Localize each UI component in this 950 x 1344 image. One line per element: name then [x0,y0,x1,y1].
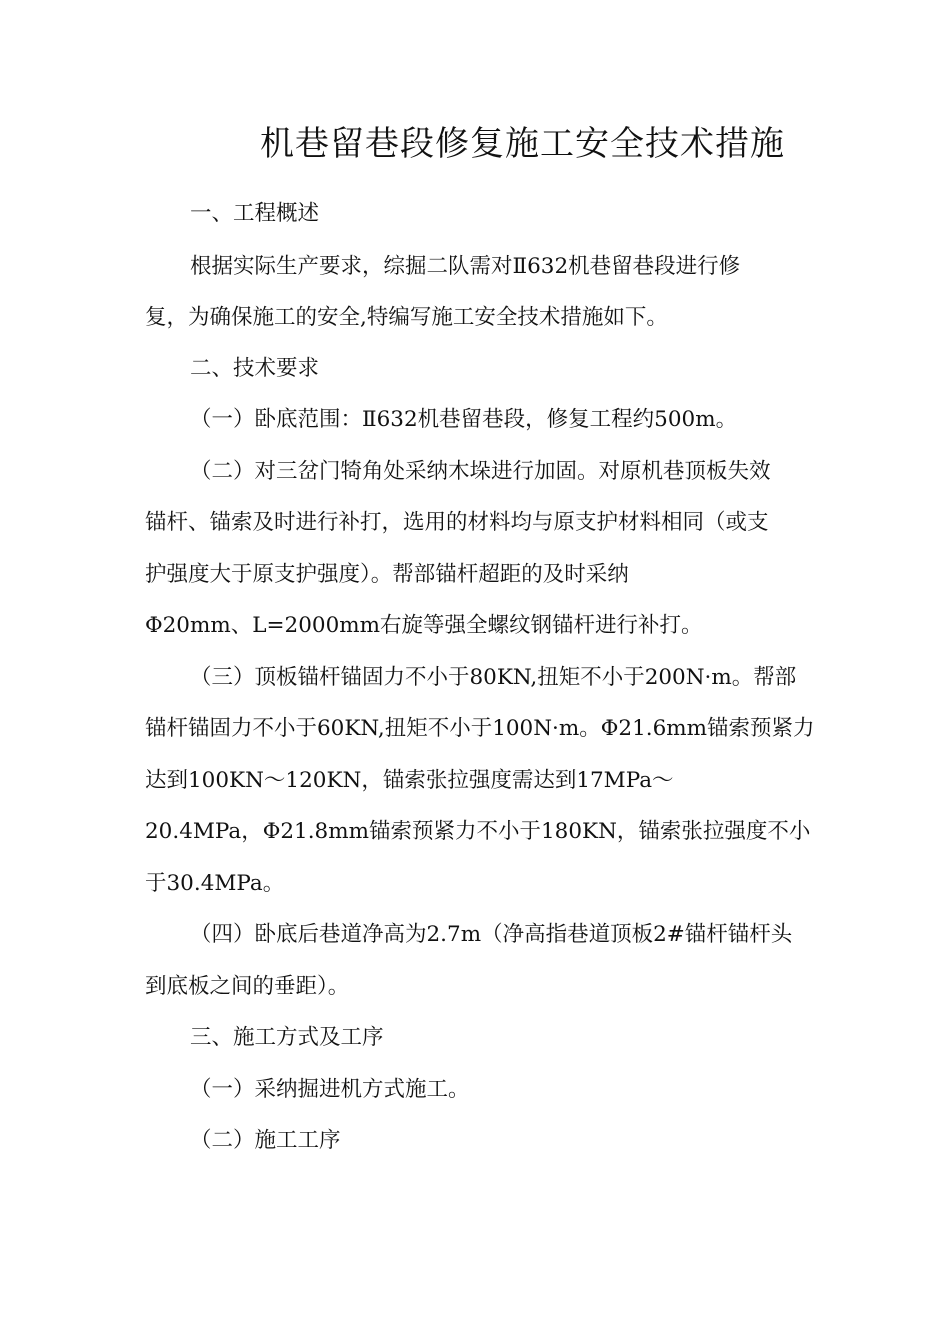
paragraph-line: 根据实际生产要求，综掘二队需对Ⅱ632机巷留巷段进行修 [190,254,741,279]
paragraph-line: 20.4MPa，Φ21.8mm锚索预紧力不小于180KN，锚索张拉强度不小 [145,819,811,844]
paragraph-line: 锚杆锚固力不小于60KN,扭矩不小于100N·m。Φ21.6mm锚索预紧力 [145,716,815,741]
paragraph-line: （二）施工工序 [190,1128,341,1153]
paragraph-line: 锚杆、锚索及时进行补打，选用的材料均与原支护材料相同（或支 [145,510,769,535]
paragraph-line: 复，为确保施工的安全,特编写施工安全技术措施如下。 [145,305,668,330]
section-heading-overview: 一、工程概述 [190,201,320,226]
paragraph-line: 到底板之间的垂距）。 [145,974,350,999]
paragraph-line: （一）卧底范围：Ⅱ632机巷留巷段，修复工程约500m。 [190,407,738,432]
section-heading-technical-requirements: 二、技术要求 [190,356,320,381]
document-title: 机巷留巷段修复施工安全技术措施 [260,124,785,164]
paragraph-line: 于30.4MPa。 [145,871,285,896]
paragraph-line: 护强度大于原支护强度）。帮部锚杆超距的及时采纳 [145,562,629,587]
paragraph-line: （四）卧底后巷道净高为2.7m（净高指巷道顶板2#锚杆锚杆头 [190,922,793,947]
paragraph-line: （二）对三岔门犄角处采纳木垛进行加固。对原机巷顶板失效 [190,459,771,484]
paragraph-line: 达到100KN～120KN，锚索张拉强度需达到17MPa～ [145,768,674,793]
paragraph-line: （一）采纳掘进机方式施工。 [190,1077,470,1102]
section-heading-construction-method: 三、施工方式及工序 [190,1025,384,1050]
paragraph-line: Φ20mm、L=2000mm右旋等强全螺纹钢锚杆进行补打。 [145,613,703,638]
paragraph-line: （三）顶板锚杆锚固力不小于80KN,扭矩不小于200N·m。帮部 [190,665,797,690]
